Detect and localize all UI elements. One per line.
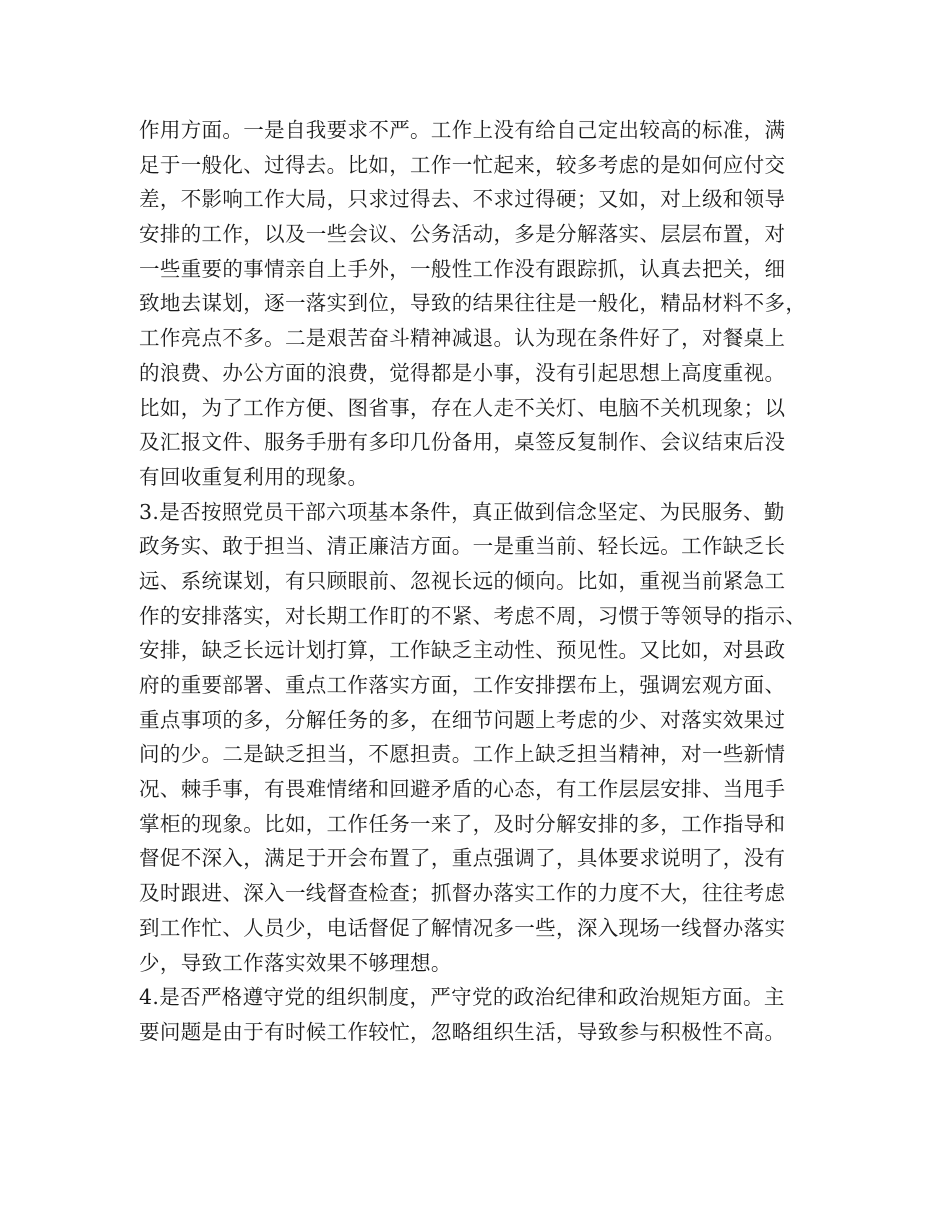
text-line: 作用方面。一是自我要求不严。工作上没有给自己定出较高的标准，满 [139, 118, 786, 142]
text-line: 的浪费、办公方面的浪费，觉得都是小事，没有引起思想上高度重视。 [139, 360, 786, 385]
document-body [139, 113, 839, 1050]
text-line: 有回收重复利用的现象。 [139, 464, 369, 489]
text-line: 远、系统谋划，有只顾眼前、忽视长远的倾向。比如，重视当前紧急工 [139, 568, 786, 593]
text-line: 掌柜的现象。比如，工作任务一来了，及时分解安排的多，工作指导和 [139, 811, 786, 836]
text-line: 致地去谋划，逐一落实到位，导致的结果往往是一般化，精品材料不多， [139, 291, 807, 316]
text-line: 少，导致工作落实效果不够理想。 [139, 950, 452, 975]
text-line: 3.是否按照党员干部六项基本条件，真正做到信念坚定、为民服务、勤 [139, 499, 785, 524]
text-line: 及汇报文件、服务手册有多印几份备用，桌签反复制作、会议结束后没 [139, 430, 786, 455]
text-line: 比如，为了工作方便、图省事，存在人走不关灯、电脑不关机现象；以 [139, 395, 786, 420]
text-line: 足于一般化、过得去。比如，工作一忙起来，较多考虑的是如何应付交 [139, 152, 786, 177]
text-line: 重点事项的多，分解任务的多，在细节问题上考虑的少、对落实效果过 [139, 707, 786, 732]
text-line: 工作亮点不多。二是艰苦奋斗精神减退。认为现在条件好了，对餐桌上 [139, 326, 786, 351]
text-line: 督促不深入，满足于开会布置了，重点强调了，具体要求说明了，没有 [139, 846, 786, 871]
text-line: 到工作忙、人员少，电话督促了解情况多一些，深入现场一线督办落实 [139, 915, 786, 940]
text-line: 4.是否严格遵守党的组织制度，严守党的政治纪律和政治规矩方面。主 [139, 985, 785, 1010]
text-line: 问的少。二是缺乏担当，不愿担责。工作上缺乏担当精神，对一些新情 [139, 742, 786, 767]
text-line: 安排，缺乏长远计划打算，工作缺乏主动性、预见性。又比如，对县政 [139, 638, 786, 663]
text-line: 作的安排落实，对长期工作盯的不紧、考虑不周，习惯于等领导的指示、 [139, 603, 807, 628]
text-line: 一些重要的事情亲自上手外，一般性工作没有跟踪抓，认真去把关，细 [139, 256, 786, 281]
text-line: 府的重要部署、重点工作落实方面，工作安排摆布上，强调宏观方面、 [139, 673, 786, 697]
text-line: 政务实、敢于担当、清正廉洁方面。一是重当前、轻长远。工作缺乏长 [139, 534, 786, 559]
text-line: 差，不影响工作大局，只求过得去、不求过得硬；又如，对上级和领导 [139, 187, 786, 212]
text-line: 及时跟进、深入一线督查检查；抓督办落实工作的力度不大，往往考虑 [139, 881, 786, 906]
text-line: 要问题是由于有时候工作较忙，忽略组织生活，导致参与积极性不高。 [139, 1019, 786, 1044]
text-line: 况、棘手事，有畏难情绪和回避矛盾的心态，有工作层层安排、当甩手 [139, 777, 786, 802]
text-line: 安排的工作，以及一些会议、公务活动，多是分解落实、层层布置，对 [139, 222, 786, 247]
